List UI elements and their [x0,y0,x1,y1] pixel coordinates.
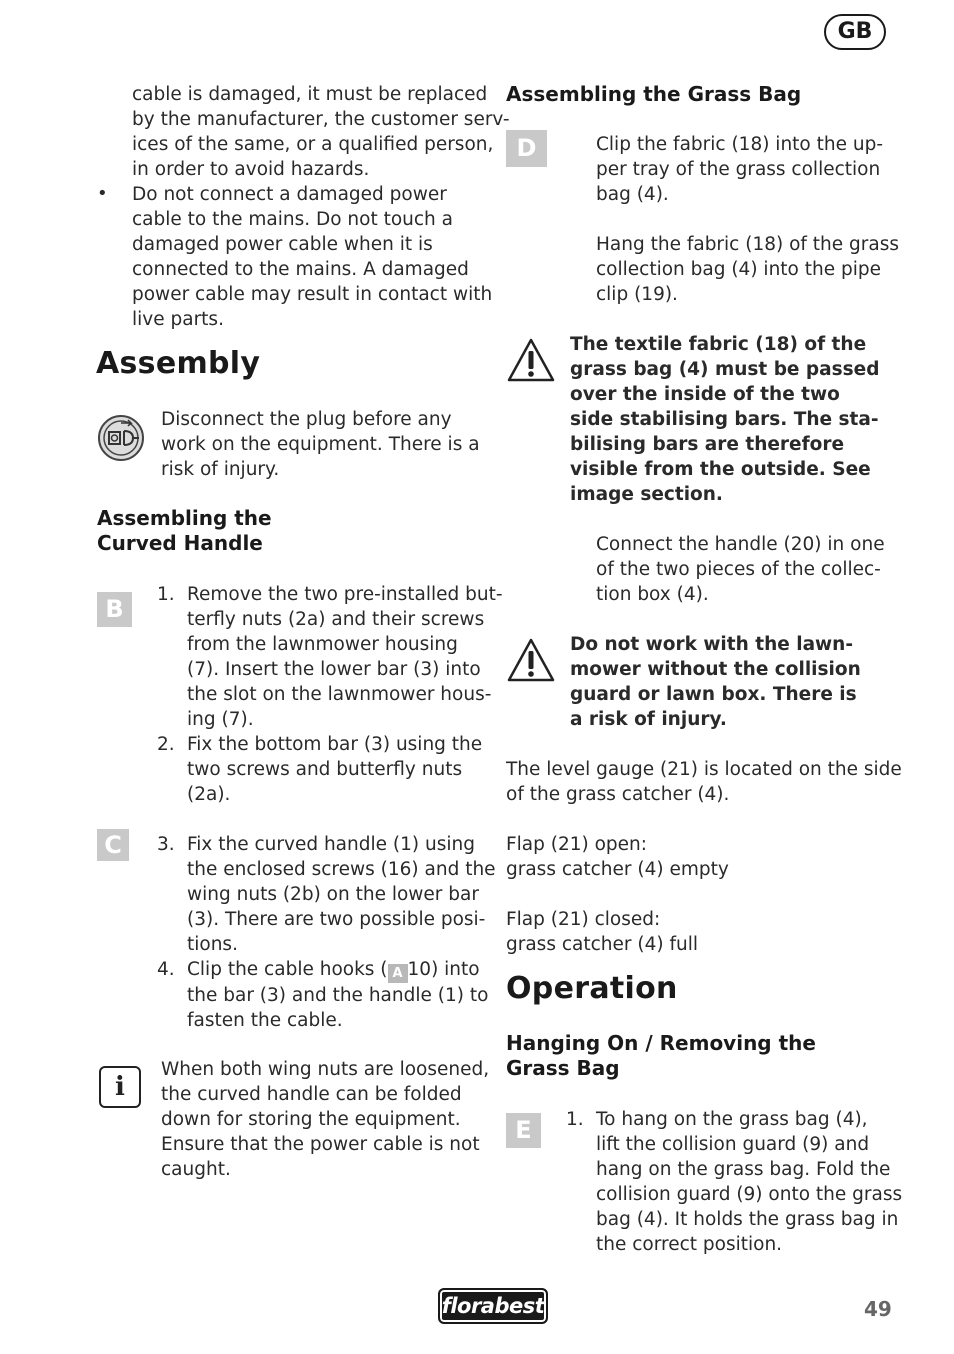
text-line: the bar (3) and the handle (1) to [187,985,489,1006]
bullet-paragraph [132,182,492,332]
hanging-heading [506,1031,816,1081]
flap-open-paragraph [506,832,729,882]
text-line: of the two pieces of the collec- [596,559,881,580]
heading-line: Grass Bag [506,1056,620,1080]
text-line: Clip the fabric (18) into the up- [596,134,884,155]
unplug-icon [97,414,145,462]
text-line: Connect the handle (20) in one [596,534,885,555]
text-line: grass catcher (4) full [506,934,698,955]
text-line: cable is damaged, it must be replaced [132,84,488,105]
text-line: from the lawnmower housing [187,634,458,655]
text-line: Remove the two pre-installed but- [187,584,503,605]
plug-note [161,407,480,482]
text-line: in order to avoid hazards. [132,159,370,180]
warning-icon [506,337,556,383]
text-line: lift the collision guard (9) and [596,1134,870,1155]
operation-title: Operation [506,971,678,1006]
text-line: grass bag (4) must be passed [570,359,880,380]
page-number: 49 [864,1297,892,1321]
text-line: ing (7). [187,709,254,730]
step-number: 4. [157,959,175,980]
text-line: the slot on the lawnmower hous- [187,684,492,705]
warning-collision-guard [570,632,861,732]
step-number: 1. [566,1109,584,1130]
text-line: Fix the bottom bar (3) using the [187,734,483,755]
text-line: Do not work with the lawn- [570,634,853,655]
text-line: guard or lawn box. There is [570,684,857,705]
grass-bag-heading: Assembling the Grass Bag [506,82,802,106]
text-line: bag (4). It holds the grass bag in [596,1209,899,1230]
text-line: work on the equipment. There is a [161,434,480,455]
text-line: collection bag (4) into the pipe [596,259,881,280]
figure-ref-c: C [97,829,129,861]
text-line: side stabilising bars. The sta- [570,409,879,430]
curved-handle-heading [97,506,272,556]
text-line: To hang on the grass bag (4), [596,1109,868,1130]
info-note [161,1057,489,1182]
text-line: Do not connect a damaged power [132,184,447,205]
text-line: the correct position. [596,1234,783,1255]
text-line: (3). There are two possible posi- [187,909,486,930]
step-number: 1. [157,584,175,605]
brand-logo-text: florabest [441,1294,545,1318]
text-line: Hang the fabric (18) of the grass [596,234,900,255]
text-line: the enclosed screws (16) and the [187,859,496,880]
text-line: down for storing the equipment. [161,1109,461,1130]
figure-ref-d: D [506,130,547,167]
connect-paragraph [596,532,885,607]
text-line: a risk of injury. [570,709,727,730]
info-icon: i [99,1066,141,1108]
step-1-text [187,582,503,732]
bullet-marker: • [97,183,108,204]
text-line: When both wing nuts are loosened, [161,1059,490,1080]
assembly-title: Assembly [96,346,261,381]
step-number: 2. [157,734,175,755]
text-line: Clip the cable hooks ( A 10) into [187,959,480,981]
text-line: Flap (21) open: [506,834,647,855]
flap-closed-paragraph [506,907,698,957]
text-line: visible from the outside. See [570,459,871,480]
text-line: clip (19). [596,284,678,305]
step-2-text [187,732,482,807]
text-line: of the grass catcher (4). [506,784,730,805]
text-line: image section. [570,484,723,505]
text-line: power cable may result in contact with [132,284,493,305]
text-line: by the manufacturer, the customer serv- [132,109,510,130]
text-line: two screws and butterfly nuts [187,759,463,780]
step-4-text [187,957,488,1033]
text-line: fasten the cable. [187,1010,343,1031]
text-line: The textile fabric (18) of the [570,334,867,355]
heading-line: Assembling the [97,506,272,530]
text-line: wing nuts (2b) on the lower bar [187,884,479,905]
warning-icon [506,637,556,683]
brand-logo [438,1288,548,1324]
heading-line: Curved Handle [97,531,263,555]
text-line: bag (4). [596,184,669,205]
text-line: risk of injury. [161,459,280,480]
intro-paragraph [132,82,510,182]
text-line: cable to the mains. Do not touch a [132,209,454,230]
text-line: ices of the same, or a qualified person, [132,134,494,155]
text-line: Ensure that the power cable is not [161,1134,480,1155]
figure-ref-a: A [388,964,408,983]
language-badge [824,14,886,50]
level-gauge-paragraph [506,757,902,807]
text-line: bilising bars are therefore [570,434,845,455]
text-line: tions. [187,934,238,955]
text-line: (7). Insert the lower bar (3) into [187,659,481,680]
text-line: Fix the curved handle (1) using [187,834,475,855]
text-line: hang on the grass bag. Fold the [596,1159,891,1180]
op-step-1-text [596,1107,902,1257]
text-line: Flap (21) closed: [506,909,661,930]
text-line: the curved handle can be folded [161,1084,462,1105]
text-line: live parts. [132,309,224,330]
figure-ref-b: B [97,592,132,627]
step-3-text [187,832,496,957]
step-number: 3. [157,834,175,855]
text-line: The level gauge (21) is located on the side [506,759,902,780]
text-line: terfly nuts (2a) and their screws [187,609,485,630]
text-line: mower without the collision [570,659,861,680]
text-line: Disconnect the plug before any [161,409,452,430]
text-line: caught. [161,1159,231,1180]
language-badge-text: GB [837,19,873,44]
text-line: connected to the mains. A damaged [132,259,469,280]
text-line: collision guard (9) onto the grass [596,1184,903,1205]
text-line: tion box (4). [596,584,709,605]
text-line: per tray of the grass collection [596,159,881,180]
warning-textile-fabric [570,332,879,507]
text-line: (2a). [187,784,231,805]
heading-line: Hanging On / Removing the [506,1031,816,1055]
text-line: grass catcher (4) empty [506,859,729,880]
text-line: damaged power cable when it is [132,234,433,255]
clip-paragraph [596,132,883,207]
figure-ref-e: E [506,1113,541,1148]
hang-paragraph [596,232,899,307]
text-line: over the inside of the two [570,384,840,405]
